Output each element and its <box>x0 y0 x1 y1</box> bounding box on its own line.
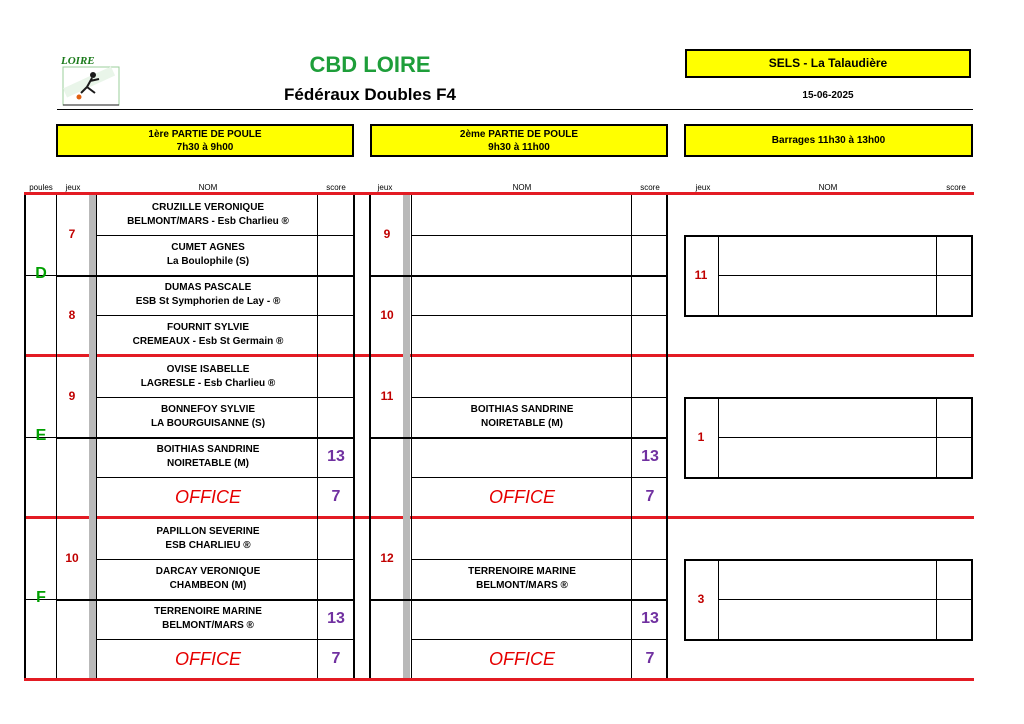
team-terrenoire <box>98 599 318 639</box>
col-header-jeux: jeux <box>65 183 81 192</box>
p1-game-7: 7 <box>68 227 76 241</box>
score-value: 13 <box>641 448 659 465</box>
team-name: CRUZILLE VERONIQUE <box>151 202 265 213</box>
pool-letter-e: E <box>35 427 47 444</box>
page-subtitle: Fédéraux Doubles F4 <box>284 85 456 104</box>
score-value: 7 <box>331 650 341 667</box>
score-value: 7 <box>331 488 341 505</box>
event-date: 15-06-2025 <box>802 90 854 101</box>
office-label: OFFICE <box>175 649 241 669</box>
team-name: TERRENOIRE MARINE <box>154 606 262 617</box>
barrage-box <box>684 397 973 479</box>
grid-hline <box>718 437 972 438</box>
phase-1-box <box>56 124 354 157</box>
team-club: LA BOURGUISANNE (S) <box>150 418 266 429</box>
grid-hline <box>370 275 668 277</box>
team-name: BONNEFOY SYLVIE <box>160 404 256 415</box>
pool-letter-d: D <box>35 265 47 282</box>
grid-vline <box>718 561 719 639</box>
score-value: 7 <box>645 488 655 505</box>
team-dumas <box>98 275 318 315</box>
team-club: BELMONT/MARS ® <box>476 580 568 591</box>
grid-hline <box>370 437 668 439</box>
col-header-nom-2: NOM <box>512 183 532 192</box>
team-cumet <box>98 235 318 275</box>
p2-team-boithias <box>412 397 632 437</box>
phase-2-title: 2ème PARTIE DE POULE <box>459 128 579 140</box>
p1-game-10: 10 <box>65 551 79 565</box>
col-header-jeux-3: jeux <box>695 183 711 192</box>
col-header-nom-3: NOM <box>818 183 838 192</box>
grid-vline <box>718 237 719 315</box>
grid-hline <box>718 275 972 276</box>
team-name: CUMET AGNES <box>171 242 245 253</box>
barrage-game-1: 1 <box>697 430 705 444</box>
team-club: NOIRETABLE (M) <box>480 418 564 429</box>
office-label: OFFICE <box>489 649 555 669</box>
grid-vline <box>936 399 937 477</box>
team-club: ESB CHARLIEU ® <box>165 540 251 551</box>
phase-1-title: 1ère PARTIE DE POULE <box>148 128 262 140</box>
office-label: OFFICE <box>175 487 241 507</box>
team-name: BOITHIAS SANDRINE <box>156 444 260 455</box>
team-bonnefoy <box>98 397 318 437</box>
team-cruzille <box>98 195 318 235</box>
score-value: 13 <box>641 610 659 627</box>
p2-game-11: 11 <box>380 389 394 403</box>
phase-2-time: 9h30 à 11h00 <box>488 141 550 153</box>
team-ovise <box>98 357 318 397</box>
venue-box: SELS - La Talaudière <box>685 49 971 78</box>
grid-hline <box>370 599 668 601</box>
team-club: LAGRESLE - Esb Charlieu ® <box>140 378 276 389</box>
barrage-game-3: 3 <box>697 592 705 606</box>
col-header-score: score <box>326 183 346 192</box>
team-club: CREMEAUX - Esb St Germain ® <box>132 336 284 347</box>
office-label: OFFICE <box>489 487 555 507</box>
team-name: PAPILLON SEVERINE <box>156 526 260 537</box>
phase-1-time: 7h30 à 9h00 <box>176 141 234 153</box>
col-header-score-3: score <box>946 183 966 192</box>
barrage-box <box>684 235 973 317</box>
team-name: BOITHIAS SANDRINE <box>470 404 574 415</box>
team-papillon <box>98 519 318 559</box>
col-header-score-2: score <box>640 183 660 192</box>
cbd-loire-logo <box>57 53 121 107</box>
p1-game-9: 9 <box>68 389 76 403</box>
grid-hline <box>411 235 668 236</box>
team-name: TERRENOIRE MARINE <box>468 566 576 577</box>
p2-team-terrenoire <box>412 559 632 599</box>
svg-text:LOIRE: LOIRE <box>61 55 95 67</box>
score-value: 13 <box>327 610 345 627</box>
team-club: NOIRETABLE (M) <box>166 458 250 469</box>
grid-hline <box>411 315 668 316</box>
col-header-poules: poules <box>29 183 53 192</box>
barrage-game-11: 11 <box>694 268 708 282</box>
p1-game-8: 8 <box>68 308 76 322</box>
header-rule <box>57 109 973 110</box>
col-header-nom: NOM <box>198 183 218 192</box>
barrage-box <box>684 559 973 641</box>
p2-game-9: 9 <box>383 227 391 241</box>
p2-game-10: 10 <box>380 308 394 322</box>
score-value: 7 <box>645 650 655 667</box>
col-header-jeux-2: jeux <box>377 183 393 192</box>
grid-vline <box>936 561 937 639</box>
team-name: FOURNIT SYLVIE <box>166 322 250 333</box>
team-darcay <box>98 559 318 599</box>
team-boithias <box>98 437 318 477</box>
grid-vline <box>718 399 719 477</box>
p2-game-12: 12 <box>380 551 394 565</box>
page-title: CBD LOIRE <box>309 52 431 77</box>
team-name: DUMAS PASCALE <box>164 282 252 293</box>
team-club: BELMONT/MARS ® <box>162 620 254 631</box>
pool-letter-f: F <box>36 589 46 606</box>
team-club: CHAMBEON (M) <box>169 580 247 591</box>
phase-3-title: Barrages 11h30 à 13h00 <box>771 135 886 146</box>
phase-2-box <box>370 124 668 157</box>
team-club: BELMONT/MARS - Esb Charlieu ® <box>127 216 289 227</box>
team-club: ESB St Symphorien de Lay - ® <box>135 296 281 307</box>
team-fournit <box>98 315 318 355</box>
team-name: OVISE ISABELLE <box>166 364 250 375</box>
score-value: 13 <box>327 448 345 465</box>
team-club: La Boulophile (S) <box>166 256 250 267</box>
team-name: DARCAY VERONIQUE <box>155 566 261 577</box>
grid-hline <box>718 599 972 600</box>
phase-3-box <box>684 124 973 157</box>
grid-vline <box>936 237 937 315</box>
